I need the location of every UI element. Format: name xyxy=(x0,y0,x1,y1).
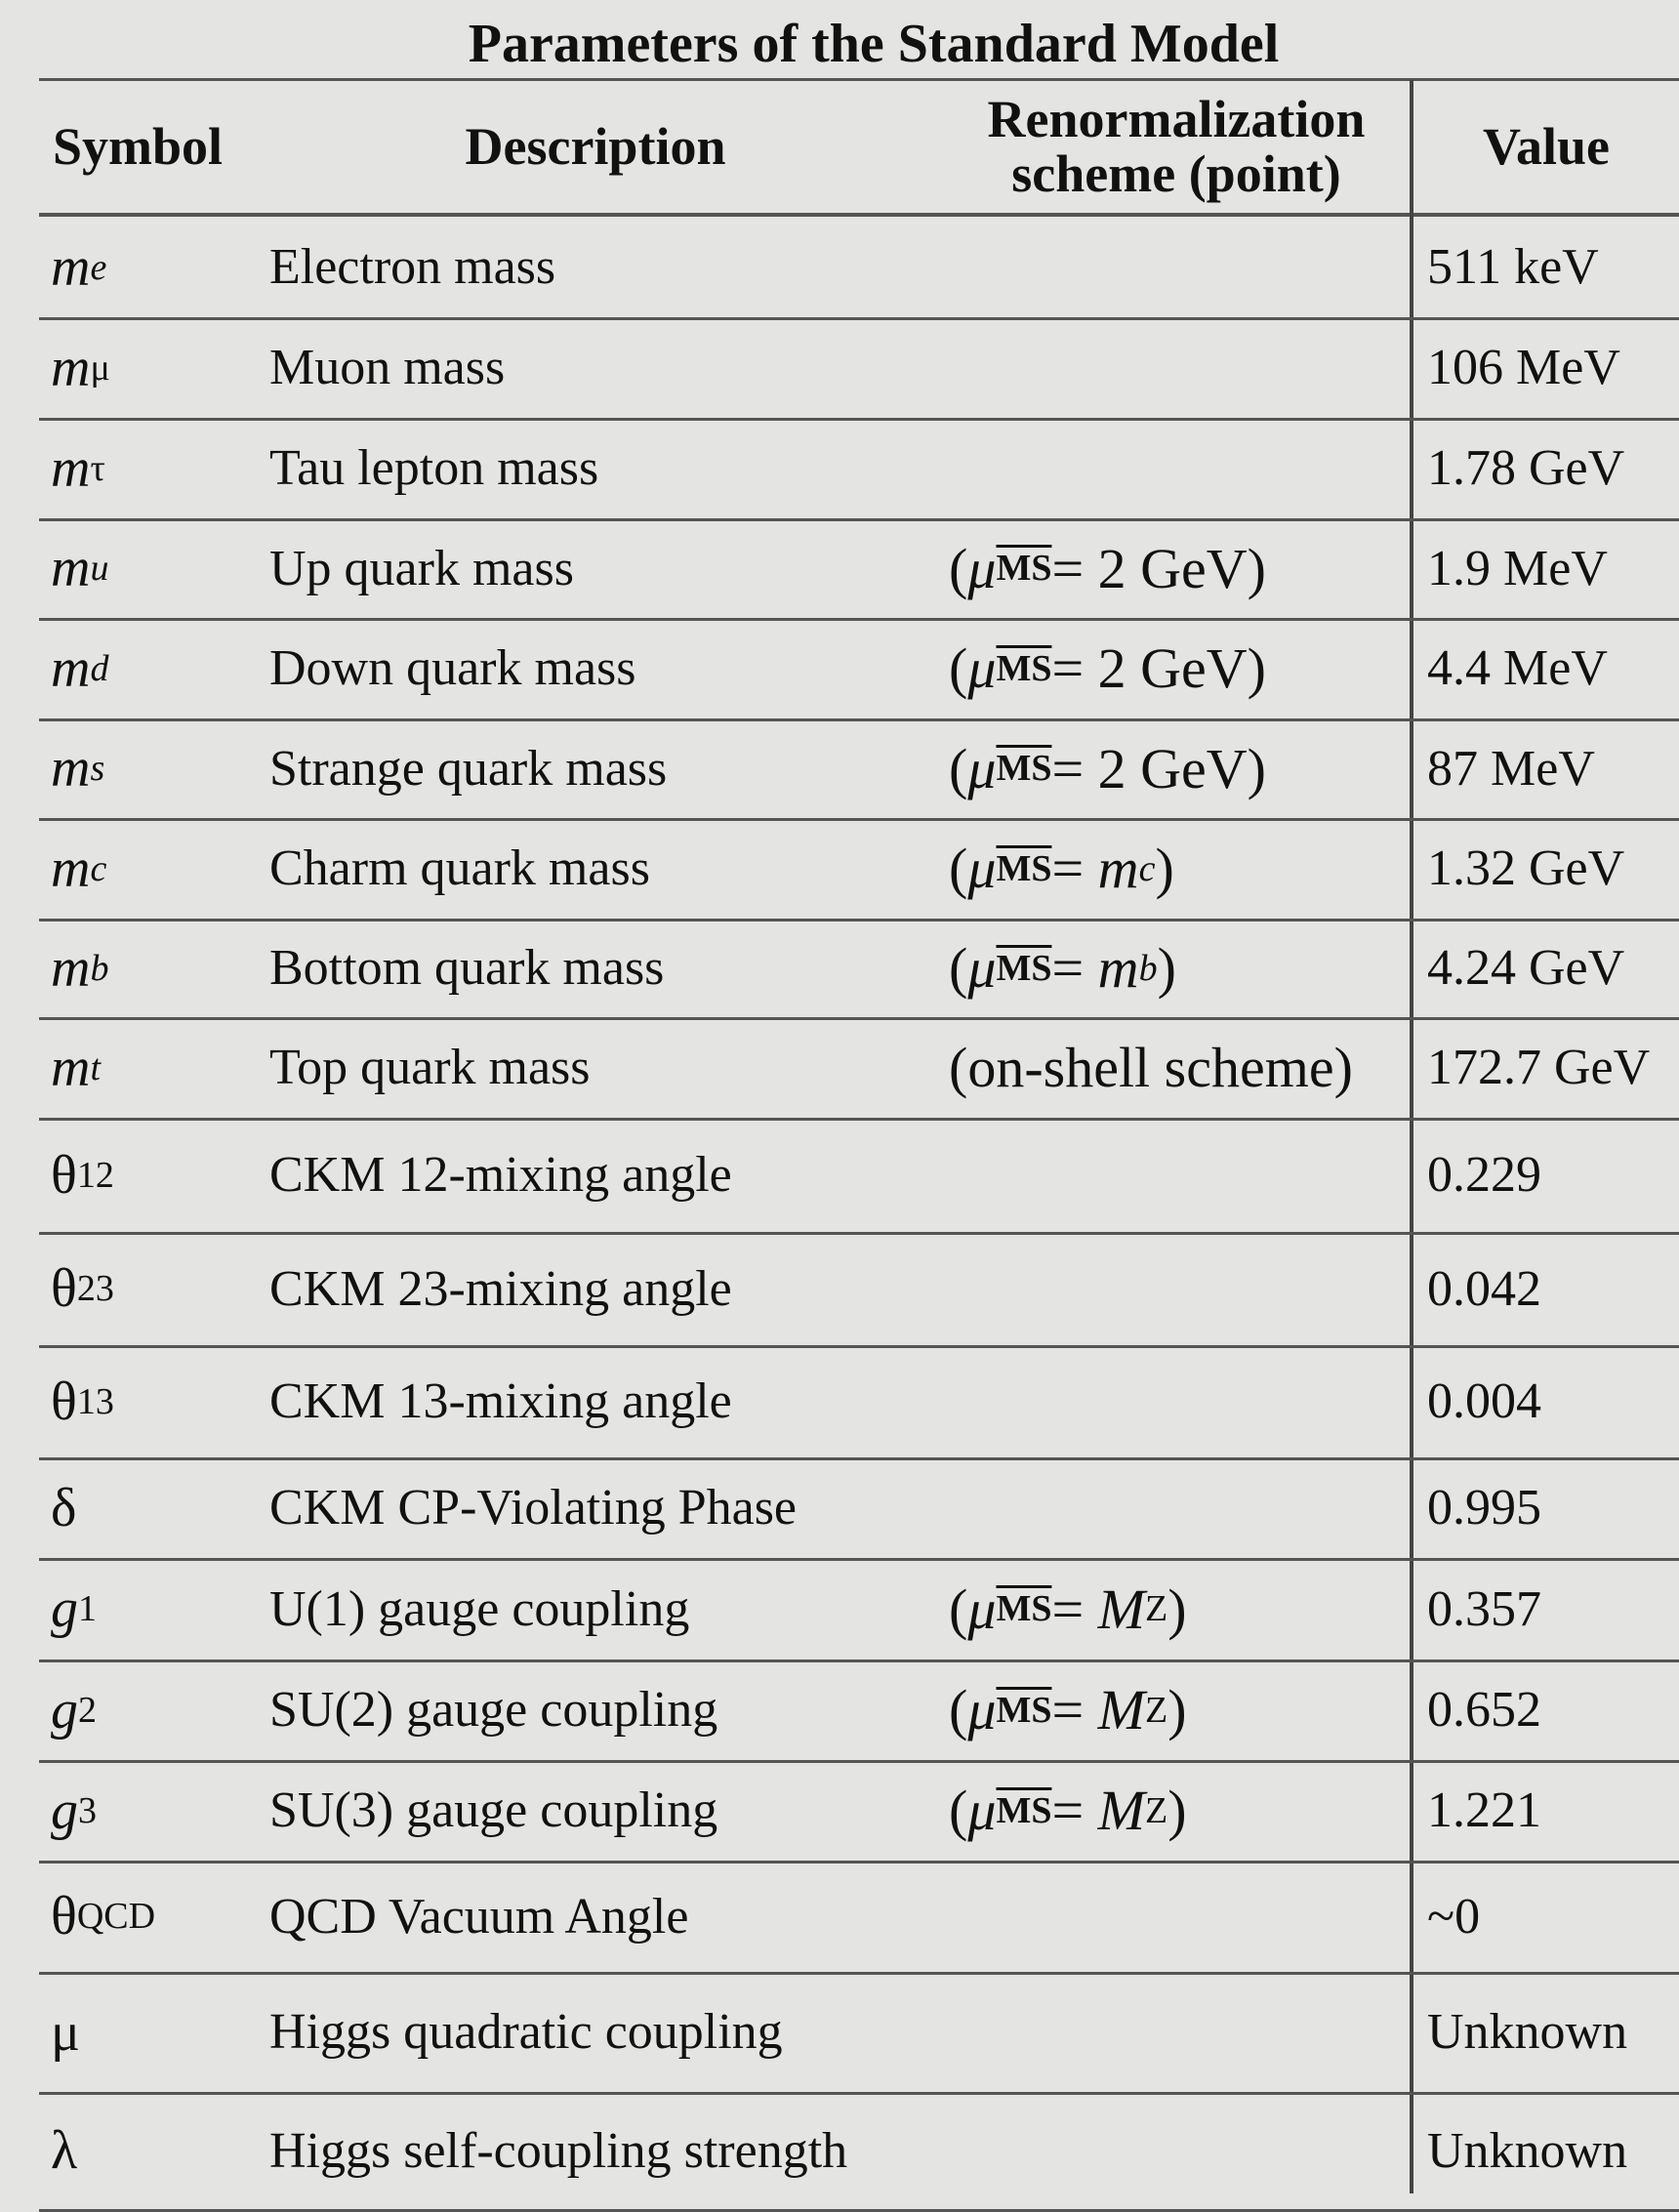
value-cell: 0.652 xyxy=(1427,1682,1541,1738)
symbol-base: μ xyxy=(51,2001,81,2063)
description-cell: Top quark mass xyxy=(269,1040,591,1095)
table-row xyxy=(0,1861,1679,1972)
scheme-end: ) xyxy=(1155,837,1174,900)
header-scheme-line1: Renormalization xyxy=(987,90,1366,148)
value-cell: 87 MeV xyxy=(1427,740,1595,797)
symbol-cell: θ 12 xyxy=(51,1144,114,1206)
value-cell: 1.221 xyxy=(1427,1782,1541,1838)
table-row xyxy=(0,418,1679,518)
symbol-base: m xyxy=(51,236,91,298)
table-row xyxy=(0,1558,1679,1659)
value-cell: 0.042 xyxy=(1427,1260,1541,1317)
symbol-base: m xyxy=(51,937,91,999)
symbol-base: λ xyxy=(51,2120,78,2181)
scheme-rest: = M xyxy=(1051,1678,1145,1741)
table-row xyxy=(0,1457,1679,1558)
symbol-cell: m τ xyxy=(51,437,105,499)
header-value: Value xyxy=(1482,117,1611,176)
scheme-text: (μ xyxy=(949,1779,997,1842)
symbol-cell xyxy=(51,1457,266,1558)
scheme-rest: = M xyxy=(1051,1779,1145,1842)
table-row xyxy=(0,1972,1679,2092)
scheme-text: (μ xyxy=(949,1577,997,1641)
scheme-rest: = m xyxy=(1051,936,1139,1000)
description-cell: Down quark mass xyxy=(269,640,636,696)
symbol-base: g xyxy=(51,1780,78,1841)
scheme-cell: (μ $\overline{MS}$ = M Z ) xyxy=(949,1678,1187,1741)
value-cell: 1.78 GeV xyxy=(1427,440,1625,496)
description-cell: CKM 13-mixing angle xyxy=(269,1373,732,1429)
description-cell: QCD Vacuum Angle xyxy=(269,1888,689,1945)
symbol-cell: θ 13 xyxy=(51,1371,114,1432)
value-cell: Unknown xyxy=(1427,2004,1628,2060)
symbol-cell: m b xyxy=(51,937,109,999)
value-cell: 172.7 GeV xyxy=(1427,1040,1651,1095)
symbol-cell: g 3 xyxy=(51,1780,97,1841)
symbol-base: g xyxy=(51,1679,78,1741)
symbol-cell xyxy=(51,1972,266,2092)
table-title: Parameters of the Standard Model xyxy=(468,14,1280,74)
scheme-text: (on-shell scheme) xyxy=(949,1036,1353,1099)
symbol-base: m xyxy=(51,437,91,499)
description-cell: U(1) gauge coupling xyxy=(269,1580,690,1637)
symbol-base: g xyxy=(51,1578,78,1639)
description-cell: Bottom quark mass xyxy=(269,940,665,996)
symbol-cell: θ 23 xyxy=(51,1258,114,1319)
value-cell: ~0 xyxy=(1427,1888,1481,1945)
table-header xyxy=(0,80,1679,213)
description-cell: Electron mass xyxy=(269,239,556,295)
symbol-cell xyxy=(51,2092,266,2209)
scheme-cell xyxy=(949,2092,1408,2209)
scheme-end: ) xyxy=(1167,1678,1187,1741)
table-row xyxy=(0,217,1679,317)
value-cell: 1.9 MeV xyxy=(1427,540,1608,596)
symbol-base: θ xyxy=(51,1371,77,1432)
table-row xyxy=(0,1118,1679,1232)
scheme-text: (μ xyxy=(949,936,997,1000)
scheme-cell: (μ $\overline{MS}$ = m c ) xyxy=(949,837,1174,900)
value-cell: 4.24 GeV xyxy=(1427,940,1625,996)
symbol-base: m xyxy=(51,637,91,699)
symbol-cell: g 1 xyxy=(51,1578,97,1639)
scheme-cell xyxy=(949,217,1408,317)
description-cell: Tau lepton mass xyxy=(269,440,599,496)
scheme-text: (μ xyxy=(949,636,997,700)
scheme-rest: = 2 GeV) xyxy=(1051,736,1266,800)
scheme-text: (μ xyxy=(949,1678,997,1741)
value-cell: 0.004 xyxy=(1427,1373,1541,1429)
scheme-rest: = M xyxy=(1051,1577,1145,1641)
table-row xyxy=(0,1659,1679,1760)
symbol-base: δ xyxy=(51,1477,77,1538)
scheme-text: (μ xyxy=(949,837,997,900)
value-cell: Unknown xyxy=(1427,2122,1628,2179)
scheme-text: (μ xyxy=(949,536,997,600)
header-scheme-line2: scheme (point) xyxy=(1011,144,1341,203)
header-scheme xyxy=(937,80,1415,213)
scheme-cell xyxy=(949,418,1408,518)
symbol-base: m xyxy=(51,838,91,899)
description-cell: CKM CP-Violating Phase xyxy=(269,1480,798,1536)
scheme-cell xyxy=(949,1232,1408,1345)
scheme-cell: (μ $\overline{MS}$ = 2 GeV) xyxy=(949,636,1266,700)
scheme-cell: (μ $\overline{MS}$ = m b ) xyxy=(949,936,1176,1000)
symbol-base: m xyxy=(51,1037,91,1098)
table-row xyxy=(0,1345,1679,1457)
table-row xyxy=(0,518,1679,618)
description-cell: Strange quark mass xyxy=(269,740,668,797)
symbol-base: θ xyxy=(51,1258,77,1319)
description-cell: Up quark mass xyxy=(269,540,574,596)
table-row xyxy=(0,1017,1679,1118)
header-symbol: Symbol xyxy=(53,117,224,176)
scheme-cell xyxy=(949,1861,1408,1972)
description-cell: Higgs self-coupling strength xyxy=(269,2122,848,2179)
symbol-base: θ xyxy=(51,1886,77,1946)
value-cell: 4.4 MeV xyxy=(1427,640,1608,696)
table-row xyxy=(0,1232,1679,1345)
description-cell: Charm quark mass xyxy=(269,840,650,896)
table-row xyxy=(0,2092,1679,2209)
description-cell: CKM 23-mixing angle xyxy=(269,1260,732,1317)
value-cell: 0.357 xyxy=(1427,1580,1541,1637)
symbol-cell: θ QCD xyxy=(51,1886,156,1946)
scheme-cell xyxy=(949,1457,1408,1558)
symbol-cell: m t xyxy=(51,1037,102,1098)
table-row xyxy=(0,919,1679,1017)
value-cell: 1.32 GeV xyxy=(1427,840,1625,896)
description-cell: Muon mass xyxy=(269,340,506,395)
symbol-cell: m u xyxy=(51,538,109,598)
scheme-cell xyxy=(949,1118,1408,1232)
description-cell: CKM 12-mixing angle xyxy=(269,1147,732,1203)
symbol-cell: m μ xyxy=(51,337,110,398)
symbol-base: m xyxy=(51,538,91,598)
scheme-cell: (μ $\overline{MS}$ = 2 GeV) xyxy=(949,736,1266,800)
scheme-rest: = 2 GeV) xyxy=(1051,636,1266,700)
header-description: Description xyxy=(465,117,726,176)
symbol-cell: m e xyxy=(51,236,107,298)
symbol-cell: g 2 xyxy=(51,1679,97,1741)
table-row xyxy=(0,618,1679,718)
value-cell: 0.995 xyxy=(1427,1480,1541,1536)
symbol-cell: m d xyxy=(51,637,109,699)
table-row xyxy=(0,317,1679,418)
symbol-base: θ xyxy=(51,1144,77,1206)
scheme-cell xyxy=(949,1345,1408,1457)
description-cell: Higgs quadratic coupling xyxy=(269,2004,783,2060)
scheme-cell: (μ $\overline{MS}$ = 2 GeV) xyxy=(949,536,1266,600)
value-cell: 0.229 xyxy=(1427,1147,1541,1203)
table-row xyxy=(0,1760,1679,1861)
scheme-cell: (μ $\overline{MS}$ = M Z ) xyxy=(949,1779,1187,1842)
table-row xyxy=(0,818,1679,919)
symbol-cell: m s xyxy=(51,738,105,799)
value-cell: 511 keV xyxy=(1427,239,1599,295)
description-cell: SU(2) gauge coupling xyxy=(269,1682,718,1738)
scheme-cell: (μ $\overline{MS}$ = M Z ) xyxy=(949,1577,1187,1641)
scheme-end: ) xyxy=(1157,936,1176,1000)
scheme-text: (μ xyxy=(949,736,997,800)
scheme-end: ) xyxy=(1167,1779,1187,1842)
scheme-rest: = m xyxy=(1051,837,1139,900)
symbol-base: m xyxy=(51,738,91,799)
symbol-base: m xyxy=(51,337,91,398)
scheme-end: ) xyxy=(1167,1577,1187,1641)
description-cell: SU(3) gauge coupling xyxy=(269,1782,718,1838)
scheme-cell xyxy=(949,1972,1408,2092)
scheme-rest: = 2 GeV) xyxy=(1051,536,1266,600)
scheme-cell xyxy=(949,317,1408,418)
value-cell: 106 MeV xyxy=(1427,340,1620,395)
scheme-cell xyxy=(949,1017,1408,1118)
symbol-cell: m c xyxy=(51,838,107,899)
table-row xyxy=(0,718,1679,818)
